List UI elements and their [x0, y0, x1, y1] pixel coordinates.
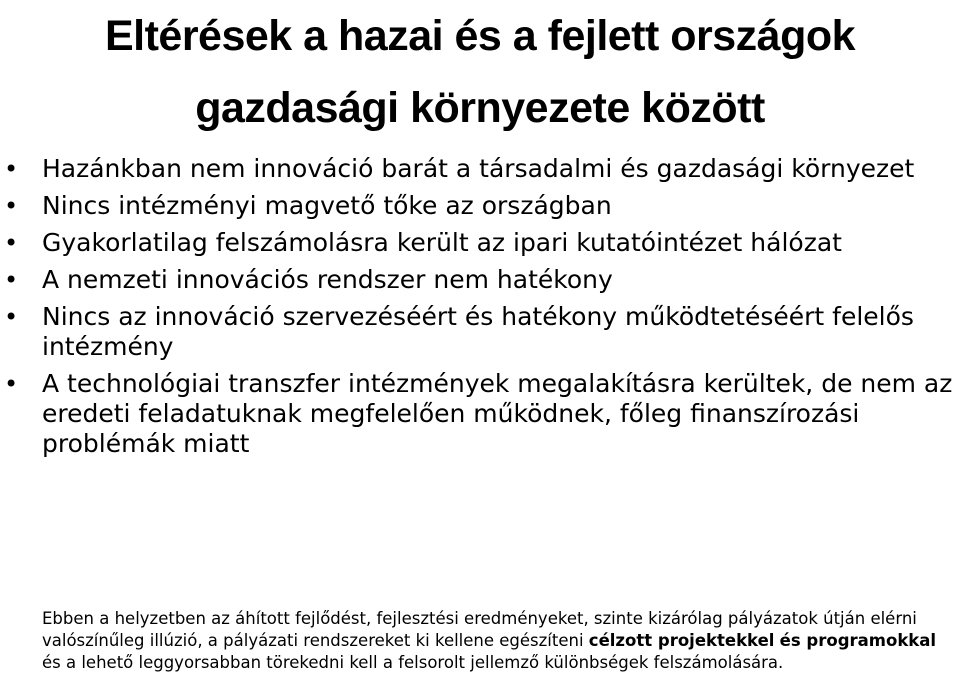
bullet-icon: •	[4, 192, 19, 220]
bullet-list	[0, 154, 960, 466]
bullet-text: A technológiai transzfer intézmények megalakításra kerültek, de nem az eredeti feladatuknak megfelelően működnek, főleg finanszírozási problémák miatt	[42, 369, 953, 458]
bullet-item	[0, 302, 960, 362]
bullet-item	[0, 228, 960, 258]
bullet-item	[0, 265, 960, 295]
title-line-1: Eltérések a hazai és a fejlett országok	[104, 12, 856, 60]
bullet-item	[0, 369, 960, 459]
note-bold-2: és programokkal	[779, 631, 937, 650]
bullet-item	[0, 154, 960, 184]
bullet-icon: •	[4, 266, 19, 294]
bullet-text: Nincs az innováció szervezéséért és hatékony működtetéséért felelős intézmény	[42, 302, 914, 361]
bullet-text: A nemzeti innovációs rendszer nem hatékony	[42, 265, 613, 294]
bullet-icon: •	[4, 370, 19, 398]
note-text-1: Ebben a helyzetben az áhított fejlődést, fejlesztési eredményeket, szinte kizárólag pályázatok útján elérni valószínűleg illúzió, a pályázati rendszereket ki kellene egészíteni	[42, 609, 917, 650]
title-line-2: gazdasági környezete között	[195, 84, 765, 132]
bullet-icon: •	[4, 303, 19, 331]
bullet-icon: •	[4, 155, 19, 183]
bullet-text: Gyakorlatilag felszámolásra került az ipari kutatóintézet hálózat	[42, 228, 842, 257]
bullet-text: Hazánkban nem innováció barát a társadalmi és gazdasági környezet	[42, 154, 915, 183]
bullet-icon: •	[4, 229, 19, 257]
bullet-text: Nincs intézményi magvető tőke az országban	[42, 191, 612, 220]
conclusion-note	[42, 608, 958, 674]
bullet-item	[0, 191, 960, 221]
slide-title	[0, 0, 960, 144]
note-text-3: és a lehető leggyorsabban törekedni kell a felsorolt jellemző különbségek felszámolására.	[42, 653, 784, 672]
note-bold-1: célzott projektekkel	[588, 631, 775, 650]
